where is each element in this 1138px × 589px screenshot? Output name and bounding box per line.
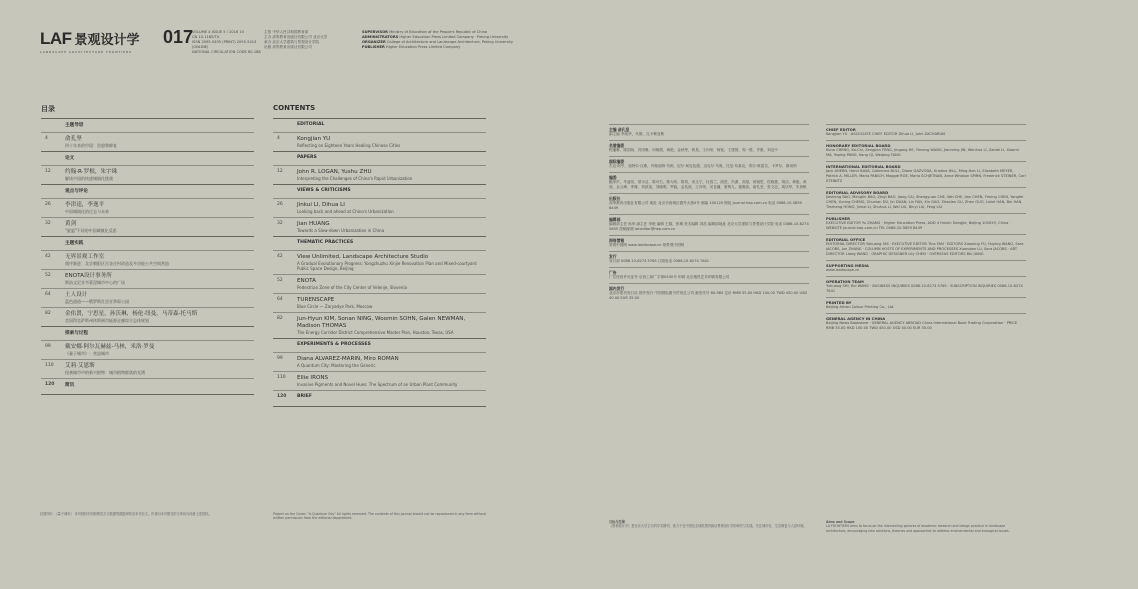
toc-author: Jinkui LI, Dihua LI bbox=[297, 202, 345, 208]
logo-cn: 景观设计学 bbox=[74, 33, 140, 48]
editorial-text: EDITORIAL DIRECTOR Yuhuang SHI · EXECUTIVE EDITOR Tina FAN · EDITORS Xiaoning FU, Huying WANG, Sara JACOBS, Jun ZHANG · COLUMN HOSTS OF EXPERIMENTS AND PROCESSES Xuanqian LU, Sara JACOBS · ART DIRECTOR Liang WANG · GRAPHIC DESIGNER Lily CHEN · OVERSEAS EDITORS Bin JIANG bbox=[826, 242, 1024, 256]
issue-meta-line: CN 10-1185/TU bbox=[192, 35, 220, 39]
toc-section-head: EDITORIAL bbox=[273, 118, 486, 132]
editorial-label: 国内发行 bbox=[609, 286, 625, 291]
toc-end-rule bbox=[41, 394, 254, 395]
toc-row bbox=[41, 340, 254, 359]
toc-author: Kongjian YU bbox=[297, 136, 331, 142]
editorial-label: 出版社 bbox=[609, 196, 621, 201]
toc-en-list bbox=[273, 118, 486, 407]
logo-text: LAF bbox=[40, 29, 72, 48]
editorial-text: 广告经营许可证号 京西工商广字第0430号 印刷 北京雅昌艺术印刷有限公司 bbox=[609, 275, 730, 279]
toc-page-number: 64 bbox=[45, 292, 51, 297]
toc-article-title: 侵袭城市中的新兴植物：城市植物群落的光谱 bbox=[65, 370, 145, 375]
toc-row bbox=[41, 132, 254, 151]
toc-section-head: 观点与评论 bbox=[41, 184, 254, 198]
toc-article-title: "旋温"不同的中国城镇化反思 bbox=[65, 228, 117, 233]
toc-author: John R. LOGAN, Yushu ZHU bbox=[297, 169, 372, 175]
editorial-label: OPERATION TEAM bbox=[826, 279, 864, 284]
toc-author: 黄剑 bbox=[65, 221, 77, 227]
editorial-block bbox=[609, 124, 809, 140]
toc-author: Jian HUANG bbox=[297, 221, 330, 227]
editorial-block bbox=[609, 140, 809, 156]
toc-page-number: 99 bbox=[277, 356, 283, 361]
toc-page-number: 4 bbox=[277, 136, 280, 141]
editorial-label: 编委 bbox=[609, 175, 617, 180]
journal-logo bbox=[40, 29, 140, 54]
editorial-text: 杰克·阿亨，迪特尔·汉斯，玛格丽特·布朗，尼尔·柯克伍德，迈克尔·马奥，托尼·布莱克，埃尔·维雷拉，卡罗尔，斯坦纳 bbox=[609, 164, 797, 168]
editorial-text: 鲍家声，毕凌岚，蔡永洁，陈可石，陈为邦，陈易，成玉宁，杜春兰，段进，冯潇，高翔，何镜堂，侯晓蕾，胡洁，黄艳，黄迪，金云峰，李雄，刘滨谊，刘晓明，罗毅，孟兆祯，王向荣，吴良镛，夏铸九，谢凝高，俞孔坚，张文忠，周庆华，朱育帆 bbox=[609, 180, 807, 189]
toc-row bbox=[41, 307, 254, 326]
masthead-cn bbox=[264, 30, 356, 50]
toc-author: View Unlimited, Landscape Architecture Studio bbox=[297, 254, 429, 260]
editorial-block bbox=[609, 267, 809, 283]
toc-row bbox=[273, 217, 486, 236]
toc-article-title: The Energy Corridor District Comprehensive Master Plan, Houston, Texas, USA bbox=[297, 330, 454, 335]
toc-section-head: VIEWS & CRITICISMS bbox=[273, 184, 486, 198]
masthead-en-line: ADMINISTRATORS Higher Education Press Limited Company · Peking University bbox=[362, 35, 509, 39]
toc-section-head: PAPERS bbox=[273, 151, 486, 165]
cover-note-en: Project on the Cover: "A Quantum City" All rights reserved. The contents of this journal should not be reproduced in any form without written permission from the editorial department. bbox=[273, 512, 486, 521]
toc-page-number: 42 bbox=[45, 254, 51, 259]
toc-page-number: 110 bbox=[45, 363, 54, 368]
toc-en-title: CONTENTS bbox=[273, 104, 316, 112]
editorial-block bbox=[826, 187, 1026, 213]
issue-meta-line: NATIONAL CIRCULATION CODE 80-188 bbox=[192, 50, 261, 54]
editorial-board-en bbox=[826, 124, 1026, 334]
editorial-block bbox=[826, 213, 1026, 234]
editorial-block bbox=[826, 276, 1026, 297]
toc-author: 约翰·R·罗根，朱宇珠 bbox=[65, 169, 118, 175]
toc-row bbox=[273, 312, 486, 338]
masthead-en-line: PUBLISHER Higher Education Press Limited Company bbox=[362, 45, 461, 49]
toc-page-number: 26 bbox=[45, 202, 51, 207]
toc-page-number: 26 bbox=[277, 202, 283, 207]
toc-page-number: 82 bbox=[277, 316, 283, 321]
toc-page-number: 52 bbox=[45, 273, 51, 278]
editorial-label: 广告 bbox=[609, 270, 617, 275]
toc-row bbox=[273, 371, 486, 390]
toc-article-title: A Quantum City: Mastering the Generic bbox=[297, 363, 376, 368]
aims-cn-text: 《景观设计学》是北京大学主办的学术期刊，致力于在中国及全球范围内推动景观设计学的研究与实践，关注城市化、生态修复与人居环境。 bbox=[609, 524, 807, 529]
editorial-text: Kuno CHENG, Ka-Chi, Zengjian FENG, Jingang HE, Yimeng WANG, Jianming JIN, Wenhua LI, Zanlei LI, Xiaomi MA, Yaping PANG, Kang QI, Weiping TANG bbox=[826, 148, 1019, 157]
toc-row bbox=[41, 269, 254, 288]
editorial-label: 编辑部 bbox=[609, 217, 621, 222]
toc-article-title: Looking back and ahead at China's Urbanization bbox=[297, 209, 394, 214]
editorial-text: 北京市报刊发行局 国外发行 中国国际图书贸易总公司 邮发代号 80-985 定价 RMB 55.00 HKD 100.00 TWD 450.00 USD 40.00 EUR 35.00 bbox=[609, 291, 808, 300]
editorial-block bbox=[826, 234, 1026, 260]
editorial-block bbox=[609, 251, 809, 267]
toc-author: 金佑贤，宁思星，孙沃琳，杨伦·纽曼，马蒂森·托马斯 bbox=[65, 311, 198, 317]
toc-page-number: 52 bbox=[277, 278, 283, 283]
toc-row bbox=[41, 198, 254, 217]
issue-number: 017 bbox=[163, 27, 194, 47]
toc-page-number: 120 bbox=[45, 382, 55, 387]
editorial-block bbox=[609, 193, 809, 214]
editorial-text: Jiasheng BAO, Menglin BAO, Zhigi BAO, Jiang CAI, Shengyuan CHE, Wei CHE, Jian CHEN, Yiming CHEN, Yongfei CHEN, Yuning CHENG, Chunlan DU, Jin DUAN, Lin FAN, Xin GAO, Zhaolan GU, Zhen GUO, Linlei HAN, Bin HAN, Tiezheng HONG, Jinhai LI, Shuhua LI, Wei LIU, Binyi LIU, Feng LIU bbox=[826, 195, 1024, 209]
toc-section-head: EXPERIMENTS & PROCESSES bbox=[273, 338, 486, 352]
toc-author: 艾莉·艾恩斯 bbox=[65, 363, 95, 369]
aims-en bbox=[826, 520, 1026, 533]
editorial-block bbox=[609, 172, 809, 193]
aims-en-text: LA FRONTIERS aims to focus on the intersecting spheres of academic research and design practice in landscape architecture, encouraging new solutions, theories and approaches to address environmental and ecological issues. bbox=[826, 524, 1010, 533]
toc-row bbox=[41, 288, 254, 307]
masthead-cn-line: 出版 高等教育出版社有限公司 bbox=[264, 45, 312, 49]
masthead-cn-line: 主管 中华人民共和国教育部 bbox=[264, 30, 309, 34]
toc-page-number: 12 bbox=[45, 169, 51, 174]
toc-article-title: Interpreting the Challenges of China's Rapid Urbanization bbox=[297, 176, 413, 181]
editorial-board-cn bbox=[609, 124, 809, 304]
editorial-block bbox=[826, 297, 1026, 313]
toc-row bbox=[41, 165, 254, 184]
logo-subtitle: LANDSCAPE ARCHITECTURE FRONTIERS bbox=[40, 50, 133, 54]
toc-article-title: Blue Circle — Zaryadye Park, Moscow bbox=[297, 304, 373, 309]
masthead-en-line: ORGANIZER College of Architecture and Landscape Architecture, Peking University bbox=[362, 40, 513, 44]
toc-section-head: 主题导语 bbox=[41, 118, 254, 132]
toc-article-title: 斯洛文尼亚韦莱涅城市中心的广场 bbox=[65, 280, 125, 285]
toc-section-head: 探索与过程 bbox=[41, 326, 254, 340]
toc-author: Jun-Hyun KIM, Sonan NING, Woomin SOHN, Galen NEWMAN, Madison THOMAS bbox=[297, 316, 466, 329]
toc-row bbox=[273, 352, 486, 371]
aims-cn bbox=[609, 520, 814, 529]
editorial-text: Jack AHERN, Henri BAVA, Catherine BULL, Diane GAZVODA, Kristina HILL, Ming-Han LI, Elizabeth MEYER, Patrick A. MILLER, Maria PANICH, Maggie ROE, Mario SCHJETNAN, Anne Whiston SPIRN, Frederick STEINER, Carl STEINITZ bbox=[826, 169, 1026, 183]
editorial-text: Beijing News Bookstore · GENERAL AGENCY ABROAD China International Book Trading Corporation · PRICE RMB 55.00 HKD 100.00 TWD 450.00 USD 40.00 EUR 35.00 bbox=[826, 321, 1018, 330]
editorial-label: EDITORIAL ADVISORY BOARD bbox=[826, 190, 889, 195]
editorial-text: 高等教育出版社有限公司 地址 北京市西城区德外大街4号 邮编 100120 网址 journal.hep.com.cn 电话 0086-10-5859 8449 bbox=[609, 201, 802, 210]
toc-author: Ellie IRONS bbox=[297, 375, 329, 381]
toc-row bbox=[41, 250, 254, 269]
toc-row bbox=[273, 198, 486, 217]
toc-brief-row bbox=[41, 378, 254, 394]
toc-section-head: 主题实践 bbox=[41, 236, 254, 250]
masthead-en-line: SUPERVISOR Ministry of Education of the People's Republic of China bbox=[362, 30, 488, 34]
editorial-label: INTERNATIONAL EDITORIAL BOARD bbox=[826, 164, 901, 169]
toc-author: 土人设计 bbox=[65, 292, 88, 298]
toc-brief-label: BRIEF bbox=[297, 394, 313, 399]
toc-row bbox=[41, 217, 254, 236]
toc-row bbox=[41, 359, 254, 378]
toc-article-title: 解读中国的快速城镇化挑战 bbox=[65, 176, 113, 181]
aims-cn-title: 目标与范围 bbox=[609, 520, 625, 524]
toc-article-title: 循序渐进：北京朝阳区岳各庄村改造及多功能公共空间营造 bbox=[65, 261, 169, 266]
editorial-label: 网络营销 bbox=[609, 238, 625, 243]
toc-row bbox=[273, 293, 486, 312]
editorial-label: CHIEF EDITOR bbox=[826, 127, 856, 132]
editorial-block bbox=[609, 235, 809, 251]
toc-article-title: Reflecting on Eighteen Years Healing Chinese Cities bbox=[297, 143, 401, 148]
toc-author: ENOTA bbox=[297, 278, 316, 284]
toc-page-number: 12 bbox=[277, 169, 283, 174]
toc-end-rule bbox=[273, 406, 486, 407]
toc-section-head: THEMATIC PRACTICES bbox=[273, 236, 486, 250]
editorial-text: Kongjian YU · ASSOCIATE CHIEF EDITOR Dihua LI, John ZACHARIAS bbox=[826, 132, 946, 136]
aims-en-title: Aims and Scope bbox=[826, 520, 855, 524]
editorial-label: GENERAL AGENCY IN CHINA bbox=[826, 316, 886, 321]
editorial-text: 编辑部主任 孙华 副主任 李艳 编辑 王娟，张琳 美术编辑 刘浩 编辑部地址 北京大学建筑与景观设计学院 电话 0086-10-6274 5605 投稿邮箱 laf.editor@hep.com.cn bbox=[609, 222, 809, 231]
toc-page-number: 82 bbox=[45, 311, 51, 316]
toc-page-number: 99 bbox=[45, 344, 51, 349]
editorial-text: www.landscape.cn bbox=[826, 268, 860, 272]
toc-article-title: Invasive Pigments and Novel Hues: The Spectrum of an Urban Plant Community bbox=[297, 382, 458, 387]
issue-meta-line: ISSN 2095-5405 (PRINT) 2095-5413 (ONLINE) bbox=[192, 40, 257, 49]
editorial-text: 景观中国网 www.landscape.cn @景观中国网 bbox=[609, 243, 685, 247]
toc-row bbox=[273, 165, 486, 184]
editorial-label: HONORARY EDITORIAL BOARD bbox=[826, 143, 891, 148]
toc-author: 无界景观工作室 bbox=[65, 254, 105, 260]
toc-author: TURENSCAPE bbox=[297, 297, 335, 303]
toc-brief-row bbox=[273, 390, 486, 406]
masthead-cn-line: 承办 北京大学建筑与景观设计学院 bbox=[264, 40, 320, 44]
toc-cn-list bbox=[41, 118, 254, 395]
editorial-label: 主编 俞孔坚 bbox=[609, 127, 630, 132]
toc-row bbox=[273, 250, 486, 274]
editorial-label: SUPPORTING MEDIA bbox=[826, 263, 869, 268]
toc-author: ENOTA设计事务所 bbox=[65, 273, 112, 279]
toc-article-title: Towards a Slow-down Urbanization in China bbox=[297, 228, 385, 233]
editorial-text: 发行部 0086-10-6274 5765 订阅电话 0086-10-6274 7641 bbox=[609, 259, 710, 263]
editorial-block bbox=[826, 140, 1026, 161]
editorial-label: 名誉编委 bbox=[609, 143, 625, 148]
editorial-text: 副主编 李迪华，代娟，扎卡赖亚斯 bbox=[609, 132, 665, 136]
editorial-label: 发行 bbox=[609, 254, 617, 259]
editorial-block bbox=[826, 161, 1026, 187]
toc-page-number: 32 bbox=[277, 221, 283, 226]
masthead-en bbox=[362, 30, 542, 50]
editorial-block bbox=[826, 313, 1026, 334]
editorial-label: PUBLISHER bbox=[826, 216, 851, 221]
editorial-text: Beijing Artron Colour Printing Co., Ltd. bbox=[826, 305, 895, 309]
editorial-block bbox=[609, 156, 809, 172]
cover-note-cn: 封面图片：《量子城市》 本刊授权中国知网及万方数据等数据库收录本刊全文。作者向本刊提交的文章视为同意上述授权。 bbox=[40, 512, 212, 516]
issue-meta-line: VOLUME 4 ISSUE 5 / 2016 10 bbox=[192, 30, 244, 34]
toc-page-number: 120 bbox=[277, 394, 287, 399]
toc-article-title: Pedestrian Zone of the City Center of Velenje, Slovenia bbox=[297, 285, 407, 290]
editorial-label: 国际编委 bbox=[609, 159, 625, 164]
toc-article-title: 四十年来的中国：治愈和修复 bbox=[65, 143, 117, 148]
editorial-label: EDITORIAL OFFICE bbox=[826, 237, 866, 242]
editorial-block bbox=[609, 283, 809, 304]
toc-cn-title: 目录 bbox=[41, 105, 55, 113]
toc-author: 李津逵，李逸平 bbox=[65, 202, 105, 208]
toc-page-number: 42 bbox=[277, 254, 283, 259]
toc-author: 戴安娜·阿尔瓦赫兹-马林，米洛·罗曼 bbox=[65, 344, 155, 350]
toc-page-number: 64 bbox=[277, 297, 283, 302]
toc-article-title: 中国城镇化的过去与未来 bbox=[65, 209, 109, 214]
editorial-block bbox=[826, 260, 1026, 276]
toc-author: 俞孔坚 bbox=[65, 136, 82, 142]
editorial-text: 程潘琳，陈国扬，冯国珊，何敏娟，黄艳，金秋等，郭星，王向荣，杨锐，王建国，郭一胜，齐康，刘良中 bbox=[609, 148, 778, 152]
toc-section-head: 论文 bbox=[41, 151, 254, 165]
issue-meta bbox=[192, 30, 262, 55]
toc-article-title: 蓝色通道——俄罗斯扎里亚季耶公园 bbox=[65, 299, 129, 304]
toc-brief-label: 简讯 bbox=[65, 383, 75, 388]
editorial-label: PRINTED BY bbox=[826, 300, 852, 305]
toc-page-number: 4 bbox=[45, 136, 48, 141]
toc-article-title: 《量子城市》：营造城市 bbox=[65, 351, 109, 356]
editorial-block bbox=[609, 214, 809, 235]
masthead-cn-line: 主办 高等教育出版社有限公司 北京大学 bbox=[264, 35, 328, 39]
editorial-text: Yuhuang SHI, Rui WANG · BUSINESS INQUIRIES 0086-10-6274 5765 · SUBSCRIPTION INQUIRIES 0086-10-6274 7641 bbox=[826, 284, 1023, 293]
toc-page-number: 110 bbox=[277, 375, 286, 380]
toc-author: Diana ALVAREZ-MARIN, Miro ROMAN bbox=[297, 356, 399, 362]
toc-page-number: 32 bbox=[45, 221, 51, 226]
toc-article-title: A Gradual Evolutionary Progress: Yongzhuzhu Xinjie Renovation Plan and Mixed-courtyard Public Space Design, Beijing bbox=[297, 261, 477, 271]
toc-row bbox=[273, 132, 486, 151]
editorial-block bbox=[826, 124, 1026, 140]
toc-row bbox=[273, 274, 486, 293]
editorial-text: EXECUTIVE EDITOR Yu ZHANG · Higher Education Press, ADD 4 Huixin Dongjie, Beijing 100029, China · WEBSITE journal.hep.com.cn TEL 0086-10-5859 8449 bbox=[826, 221, 1011, 230]
toc-article-title: 美国得克萨斯州休斯顿市能源走廊综合总体规划 bbox=[65, 318, 149, 323]
